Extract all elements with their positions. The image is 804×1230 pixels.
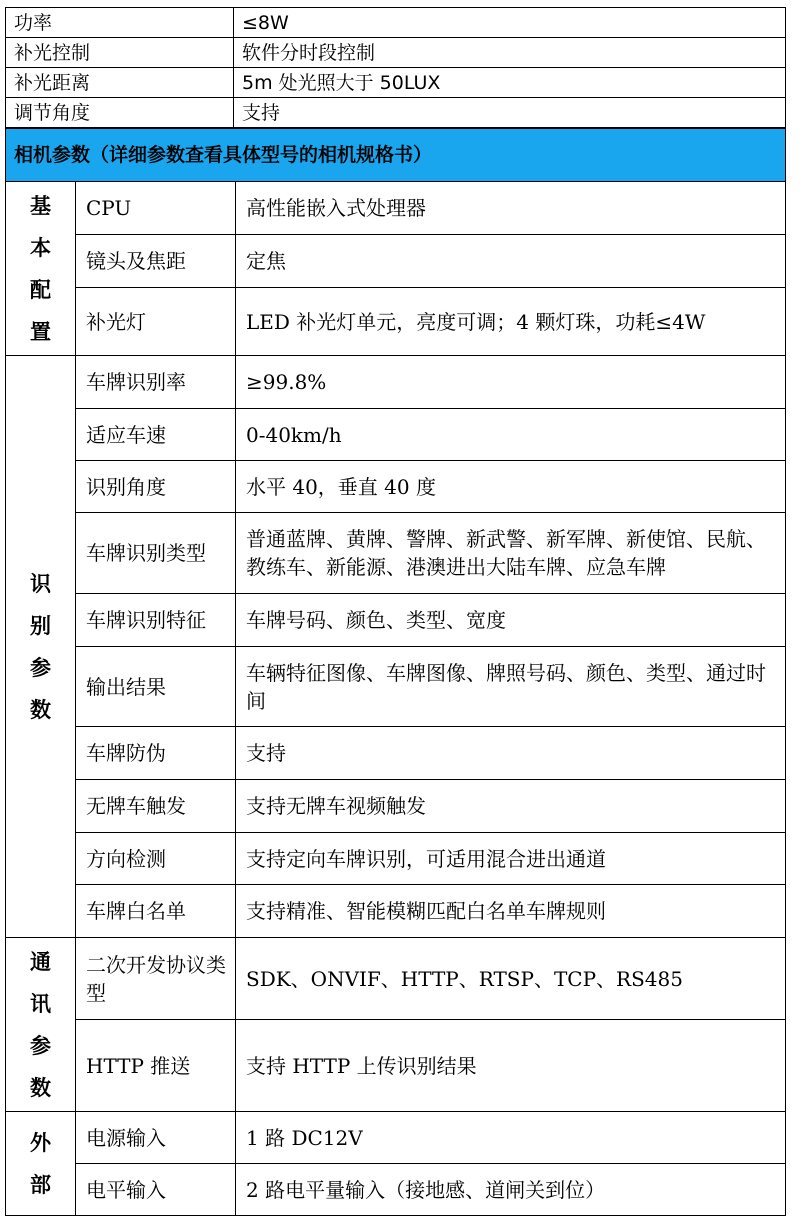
spec-label: 补光距离 bbox=[6, 68, 234, 98]
spec-value: 支持 bbox=[234, 98, 786, 128]
table-row bbox=[6, 182, 786, 235]
spec-label: 方向检测 bbox=[76, 833, 236, 885]
group-label-text: 识别参数 bbox=[30, 571, 51, 722]
table-row bbox=[6, 1112, 786, 1164]
table-row bbox=[6, 8, 786, 38]
spec-label: 车牌防伪 bbox=[76, 727, 236, 780]
spec-value: 支持无牌车视频触发 bbox=[236, 780, 786, 833]
table-row bbox=[6, 1020, 786, 1112]
table-row bbox=[6, 1164, 786, 1216]
spec-label: 补光控制 bbox=[6, 38, 234, 68]
spec-value: 0-40km/h bbox=[236, 409, 786, 461]
spec-value: 普通蓝牌、黄牌、警牌、新武警、新军牌、新使馆、民航、教练车、新能源、港澳进出大陆车牌、应急车牌 bbox=[236, 513, 786, 594]
spec-label: 二次开发协议类型 bbox=[76, 938, 236, 1020]
spec-value: SDK、ONVIF、HTTP、RTSP、TCP、RS485 bbox=[236, 938, 786, 1020]
spec-label: 车牌识别类型 bbox=[76, 513, 236, 594]
group-label-text: 外部 bbox=[30, 1130, 51, 1197]
table-row bbox=[6, 513, 786, 594]
table-row bbox=[6, 461, 786, 513]
spec-label: 输出结果 bbox=[76, 647, 236, 727]
table-row bbox=[6, 356, 786, 409]
table-row bbox=[6, 938, 786, 1020]
spec-value: 5m 处光照大于 50LUX bbox=[234, 68, 786, 98]
spec-label: CPU bbox=[76, 182, 236, 235]
spec-label: 无牌车触发 bbox=[76, 780, 236, 833]
table-row bbox=[6, 409, 786, 461]
table-row bbox=[6, 647, 786, 727]
section-header-camera-params: 相机参数（详细参数查看具体型号的相机规格书） bbox=[5, 128, 786, 182]
table-row bbox=[6, 288, 786, 356]
spec-label: HTTP 推送 bbox=[76, 1020, 236, 1112]
spec-label: 电源输入 bbox=[76, 1112, 236, 1164]
spec-value: 支持 HTTP 上传识别结果 bbox=[236, 1020, 786, 1112]
group-label-external bbox=[6, 1112, 76, 1216]
group-label-basic bbox=[6, 182, 76, 356]
spec-value: 支持精准、智能模糊匹配白名单车牌规则 bbox=[236, 885, 786, 938]
table-row bbox=[6, 727, 786, 780]
group-label-text: 基本配置 bbox=[30, 193, 51, 344]
spec-value: 定焦 bbox=[236, 235, 786, 288]
group-label-recognition bbox=[6, 356, 76, 938]
spec-label: 识别角度 bbox=[76, 461, 236, 513]
table-row bbox=[6, 885, 786, 938]
spec-value: 1 路 DC12V bbox=[236, 1112, 786, 1164]
spec-value: LED 补光灯单元，亮度可调；4 颗灯珠，功耗≤4W bbox=[236, 288, 786, 356]
spec-label: 适应车速 bbox=[76, 409, 236, 461]
table-row bbox=[6, 235, 786, 288]
lighting-spec-table bbox=[5, 7, 786, 128]
table-row bbox=[6, 38, 786, 68]
spec-label: 功率 bbox=[6, 8, 234, 38]
spec-label: 镜头及焦距 bbox=[76, 235, 236, 288]
spec-label: 车牌识别率 bbox=[76, 356, 236, 409]
spec-value: 支持 bbox=[236, 727, 786, 780]
camera-spec-table bbox=[5, 181, 786, 1216]
spec-label: 车牌识别特征 bbox=[76, 594, 236, 647]
spec-label: 电平输入 bbox=[76, 1164, 236, 1216]
spec-label: 车牌白名单 bbox=[76, 885, 236, 938]
spec-value: 支持定向车牌识别，可适用混合进出通道 bbox=[236, 833, 786, 885]
spec-value: ≥99.8% bbox=[236, 356, 786, 409]
spec-value: 高性能嵌入式处理器 bbox=[236, 182, 786, 235]
group-label-communication bbox=[6, 938, 76, 1112]
spec-label: 补光灯 bbox=[76, 288, 236, 356]
group-label-text: 通讯参数 bbox=[30, 949, 51, 1100]
spec-label: 调节角度 bbox=[6, 98, 234, 128]
spec-value: 2 路电平量输入（接地感、道闸关到位） bbox=[236, 1164, 786, 1216]
table-row bbox=[6, 780, 786, 833]
table-row bbox=[6, 98, 786, 128]
spec-value: 车牌号码、颜色、类型、宽度 bbox=[236, 594, 786, 647]
spec-value: ≤8W bbox=[234, 8, 786, 38]
spec-value: 车辆特征图像、车牌图像、牌照号码、颜色、类型、通过时间 bbox=[236, 647, 786, 727]
table-row bbox=[6, 833, 786, 885]
table-row bbox=[6, 68, 786, 98]
spec-value: 水平 40，垂直 40 度 bbox=[236, 461, 786, 513]
table-row bbox=[6, 594, 786, 647]
spec-value: 软件分时段控制 bbox=[234, 38, 786, 68]
